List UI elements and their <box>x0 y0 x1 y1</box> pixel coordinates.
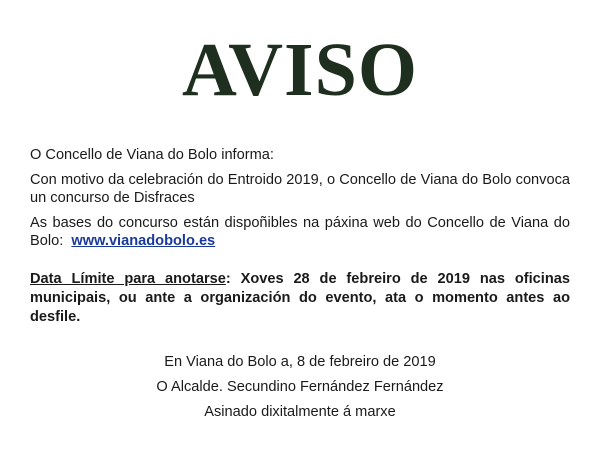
website-link[interactable]: www.vianadobolo.es <box>71 233 216 249</box>
notice-body <box>30 146 570 257</box>
place-date: En Viana do Bolo a, 8 de febreiro de 2019 <box>164 354 436 370</box>
deadline-label: Data Límite para anotarse <box>30 271 226 287</box>
signature-note: Asinado dixitalmente á marxe <box>204 404 396 420</box>
page-title: AVISO <box>182 28 418 112</box>
paragraph-bases <box>30 214 570 250</box>
signer-name: O Alcalde. Secundino Fernández Fernández <box>156 379 444 395</box>
deadline-text: : Xoves 28 de febreiro de 2019 nas oficinas municipais, ou ante a organización do evento, ata o momento antes ao desfile. <box>30 271 570 325</box>
signature-block <box>0 350 600 425</box>
paragraph-bases-text: As bases do concurso están dispoñibles na páxina web do Concello de Viana do Bolo: <box>30 215 570 249</box>
paragraph-contest: Con motivo da celebración do Entroido 2019, o Concello de Viana do Bolo convoca un concurso de Disfraces <box>30 172 570 206</box>
intro-text: O Concello de Viana do Bolo informa: <box>30 147 274 163</box>
deadline-paragraph <box>30 270 570 327</box>
